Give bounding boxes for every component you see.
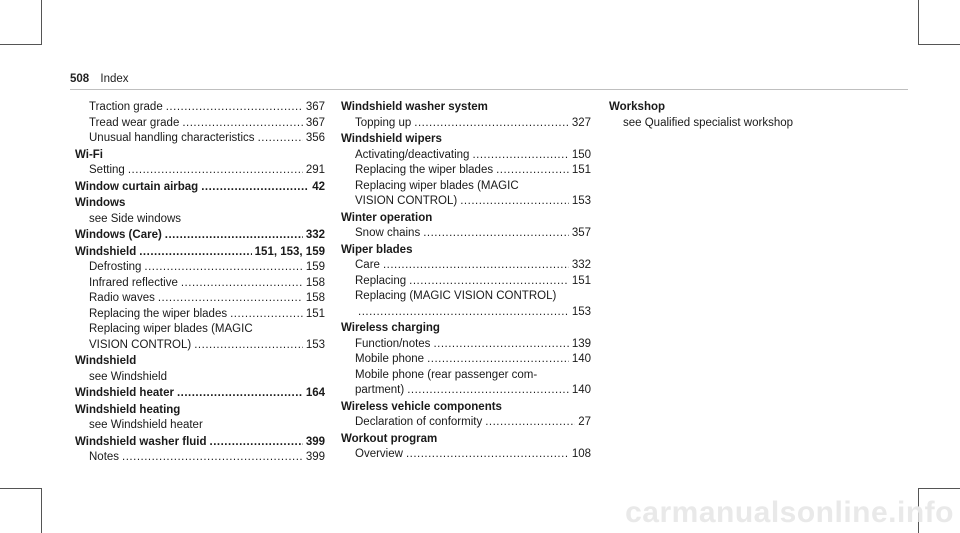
index-heading: Windshield washer system [341, 101, 488, 113]
index-heading: Wi-Fi [75, 148, 103, 161]
index-entry [75, 386, 325, 402]
index-heading: Winter operation [341, 211, 433, 224]
index-subentry [341, 258, 591, 274]
subentry-text: Notes [89, 451, 120, 463]
index-subentry [341, 226, 591, 242]
subentry-text: Care [355, 259, 380, 271]
dot-leader [177, 386, 303, 402]
index-subentry [341, 383, 591, 399]
index-heading: Wireless charging [341, 322, 440, 334]
index-heading [75, 228, 325, 244]
subentry-text: Overview [355, 448, 403, 460]
page-ref: 399 [305, 435, 325, 448]
page-ref: 291 [305, 164, 325, 176]
crop-mark [918, 488, 960, 489]
page-ref: 140 [571, 384, 591, 396]
index-subentry [75, 163, 325, 179]
subentry-text: Function/notes [355, 337, 431, 350]
dot-leader [460, 194, 569, 210]
page-ref: 151, 153, 159 [254, 245, 325, 258]
index-subentry [75, 260, 325, 276]
index-entry [341, 100, 591, 131]
page-ref: 153 [305, 338, 325, 351]
dot-leader [358, 305, 569, 321]
subentry-text: Declaration of conformity [355, 416, 483, 428]
page-ref: 367 [305, 101, 325, 113]
index-subentry [341, 352, 591, 368]
index-subentry [341, 163, 591, 179]
index-subentry: see Side windows [89, 212, 182, 225]
subentry-text: Infrared reflective [89, 276, 178, 289]
index-entry [75, 435, 325, 466]
dot-leader [485, 415, 575, 431]
index-subentry [75, 100, 325, 116]
index-subentry: Replacing wiper blades (MAGIC [355, 179, 519, 192]
index-entry [75, 228, 325, 244]
dot-leader [122, 450, 303, 466]
index-subentry [341, 148, 591, 164]
index-subentry [341, 116, 591, 132]
index-heading: Wireless vehicle components [341, 400, 502, 413]
index-entry [75, 148, 325, 179]
page-ref: 27 [578, 416, 591, 428]
dot-leader [383, 258, 569, 274]
index-entry [341, 211, 591, 242]
dot-leader [158, 291, 303, 307]
page-ref: 367 [305, 116, 325, 129]
index-entry [341, 432, 591, 463]
index-subentry: see Windshield [89, 370, 167, 383]
index-subentry [341, 274, 591, 290]
dot-leader [407, 383, 569, 399]
index-column-3 [609, 100, 859, 132]
page-ref: 332 [571, 259, 591, 271]
index-heading: Windshield wipers [341, 133, 442, 145]
dot-leader [230, 307, 303, 323]
index-subentry: see Qualified specialist workshop [623, 116, 794, 129]
index-subentry [75, 450, 325, 466]
subentry-text: Topping up [355, 116, 412, 129]
dot-leader [496, 163, 569, 179]
index-heading: Windows [75, 197, 126, 209]
index-subentry [341, 415, 591, 431]
index-subentry [75, 131, 325, 147]
page-header [70, 73, 129, 85]
index-subentry [75, 307, 325, 323]
section-title: Index [100, 73, 129, 85]
header-divider [70, 89, 908, 90]
dot-leader [182, 116, 302, 132]
index-heading: Workout program [341, 432, 438, 445]
index-heading: Windshield heating [75, 403, 181, 416]
dot-leader [128, 163, 303, 179]
index-heading: Wiper blades [341, 243, 413, 256]
page-ref: 159 [305, 261, 325, 273]
dot-leader [166, 100, 303, 116]
index-heading: Windshield [75, 355, 137, 367]
index-subentry [341, 305, 591, 321]
heading-text: Windows (Care) [75, 229, 162, 241]
page-ref: 158 [305, 276, 325, 289]
page-ref: 164 [305, 387, 325, 399]
page-ref: 332 [305, 229, 325, 241]
page-number: 508 [70, 73, 90, 85]
subentry-text: Mobile phone [355, 353, 425, 365]
page-ref: 151 [305, 307, 325, 320]
dot-leader [433, 337, 568, 353]
index-subentry [341, 194, 591, 210]
page-ref: 42 [312, 180, 325, 193]
index-entry [609, 100, 859, 131]
dot-leader [258, 131, 303, 147]
dot-leader [201, 180, 309, 196]
dot-leader [210, 435, 303, 451]
subentry-text: Traction grade [89, 101, 163, 113]
heading-text: Windshield heater [75, 387, 174, 399]
heading-text: Windshield washer fluid [75, 435, 207, 448]
page-ref: 108 [571, 448, 591, 460]
index-entry [75, 354, 325, 385]
subentry-text: Tread wear grade [89, 116, 180, 129]
index-column-2 [341, 100, 591, 464]
subentry-text: partment) [355, 384, 405, 396]
subentry-text: Snow chains [355, 227, 421, 239]
index-subentry [75, 338, 325, 354]
index-subentry [341, 337, 591, 353]
dot-leader [409, 274, 569, 290]
index-entry [75, 100, 325, 147]
crop-mark [918, 0, 919, 45]
dot-leader [139, 245, 251, 261]
index-subentry: Replacing (MAGIC VISION CONTROL) [355, 290, 557, 302]
dot-leader [406, 447, 569, 463]
heading-text: Windshield [75, 245, 137, 258]
index-entry [75, 403, 325, 434]
dot-leader [427, 352, 569, 368]
crop-mark [41, 488, 42, 533]
page-ref: 327 [571, 116, 591, 129]
index-heading [75, 435, 325, 451]
page-ref: 153 [571, 305, 591, 318]
index-entry [75, 245, 325, 354]
index-subentry: Replacing wiper blades (MAGIC [89, 323, 253, 335]
page-ref: 151 [571, 274, 591, 287]
subentry-text: Setting [89, 164, 125, 176]
page-ref: 140 [571, 353, 591, 365]
index-subentry [75, 291, 325, 307]
subentry-text: Radio waves [89, 292, 155, 304]
index-subentry: Mobile phone (rear passenger com- [355, 368, 538, 381]
index-heading [75, 245, 325, 261]
subentry-text: Replacing [355, 274, 407, 287]
index-entry [341, 400, 591, 431]
page-ref: 158 [305, 292, 325, 304]
subentry-text: VISION CONTROL) [89, 338, 192, 351]
index-subentry [75, 116, 325, 132]
page-ref: 399 [305, 451, 325, 463]
page-ref: 139 [571, 337, 591, 350]
index-entry [341, 321, 591, 399]
subentry-text: Defrosting [89, 261, 142, 273]
dot-leader [194, 338, 303, 354]
index-subentry: see Windshield heater [89, 419, 203, 431]
index-entry [341, 132, 591, 210]
index-subentry [341, 447, 591, 463]
crop-mark [0, 44, 42, 45]
subentry-text: Replacing the wiper blades [355, 164, 494, 176]
index-entry [341, 243, 591, 321]
index-heading [75, 386, 325, 402]
subentry-text: Replacing the wiper blades [89, 307, 228, 320]
dot-leader [165, 228, 303, 244]
dot-leader [472, 148, 568, 164]
watermark: carmanualsonline.info [625, 496, 954, 529]
index-heading [75, 180, 325, 196]
subentry-text: Activating/deactivating [355, 148, 470, 161]
page-ref: 150 [571, 148, 591, 161]
crop-mark [918, 44, 960, 45]
dot-leader [181, 276, 303, 292]
page-ref: 356 [305, 132, 325, 144]
dot-leader [414, 116, 569, 132]
index-subentry [75, 276, 325, 292]
index-entry [75, 180, 325, 196]
dot-leader [144, 260, 302, 276]
dot-leader [423, 226, 569, 242]
subentry-text: Unusual handling characteristics [89, 132, 255, 144]
heading-text: Window curtain airbag [75, 180, 199, 193]
crop-mark [41, 0, 42, 45]
page-ref: 153 [571, 195, 591, 207]
index-column-1 [75, 100, 325, 467]
crop-mark [0, 488, 42, 489]
subentry-text: VISION CONTROL) [355, 195, 458, 207]
index-entry [75, 196, 325, 227]
page-ref: 357 [571, 227, 591, 239]
page-ref: 151 [571, 164, 591, 176]
index-heading: Workshop [609, 101, 666, 113]
